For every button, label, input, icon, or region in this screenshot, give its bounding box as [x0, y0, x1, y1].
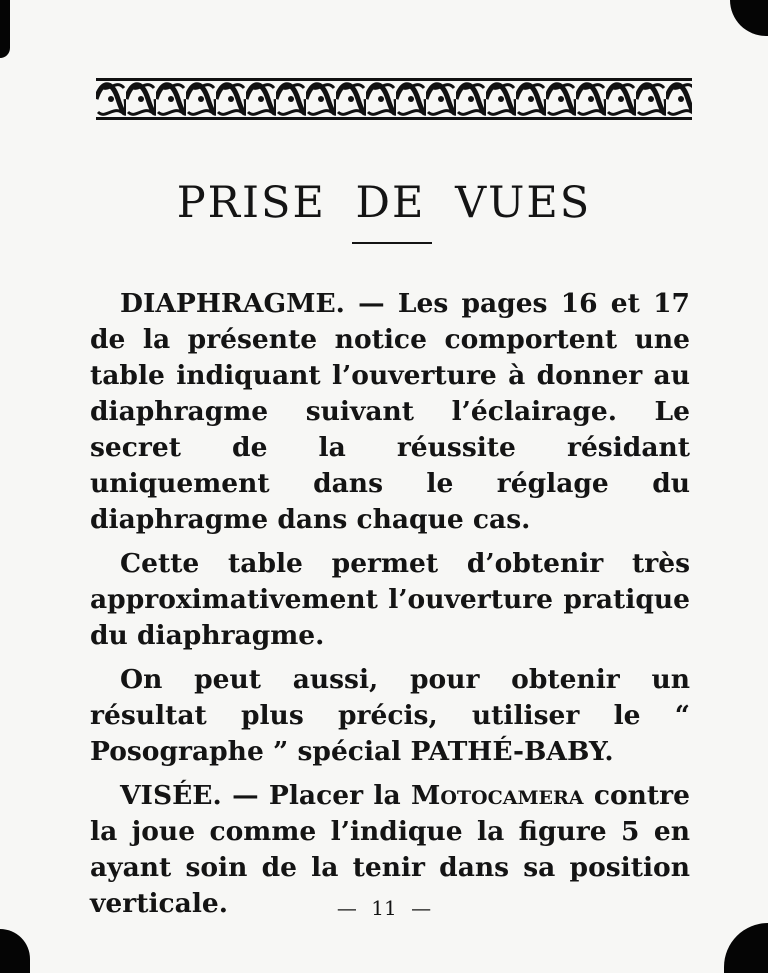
paragraph-table: Cette table permet d’obtenir très approximativement l’ouverture pratique du diaphragme. — [90, 548, 690, 651]
scan-corner-bottom-right — [724, 923, 768, 973]
page-number: — 11 — — [336, 896, 432, 920]
title-underline-divider — [352, 242, 432, 244]
decorative-ornament-band — [96, 76, 692, 122]
diaphragme-body: Les pages 16 et 17 de la présente notice comportent une table indiquant l’ouverture à donner au diaphragme suivant l’éclairage. Le secret de la réussite résidant uniquement dans le réglage du diaphragme dans chaque cas. — [90, 288, 690, 535]
scan-corner-top-right — [730, 0, 768, 36]
page-title: PRISE DE VUES — [176, 178, 592, 228]
body-text — [90, 286, 690, 930]
visee-heading: VISÉE. — Placer la — [120, 780, 412, 811]
diaphragme-heading: DIAPHRAGME. — — [120, 288, 398, 319]
paragraph-posographe: On peut aussi, pour obtenir un résultat plus précis, utiliser le “ Posographe ” spécial PATHÉ-BABY. — [90, 664, 690, 767]
scan-corner-top-left — [0, 0, 10, 58]
motocamera-brand: Motocamera — [411, 780, 584, 811]
visee-body: contre la joue comme l’indique la figure 5 en ayant soin de la tenir dans sa position verticale. — [90, 780, 690, 919]
paragraph-diaphragme — [90, 286, 690, 538]
scan-corner-bottom-left — [0, 929, 30, 973]
